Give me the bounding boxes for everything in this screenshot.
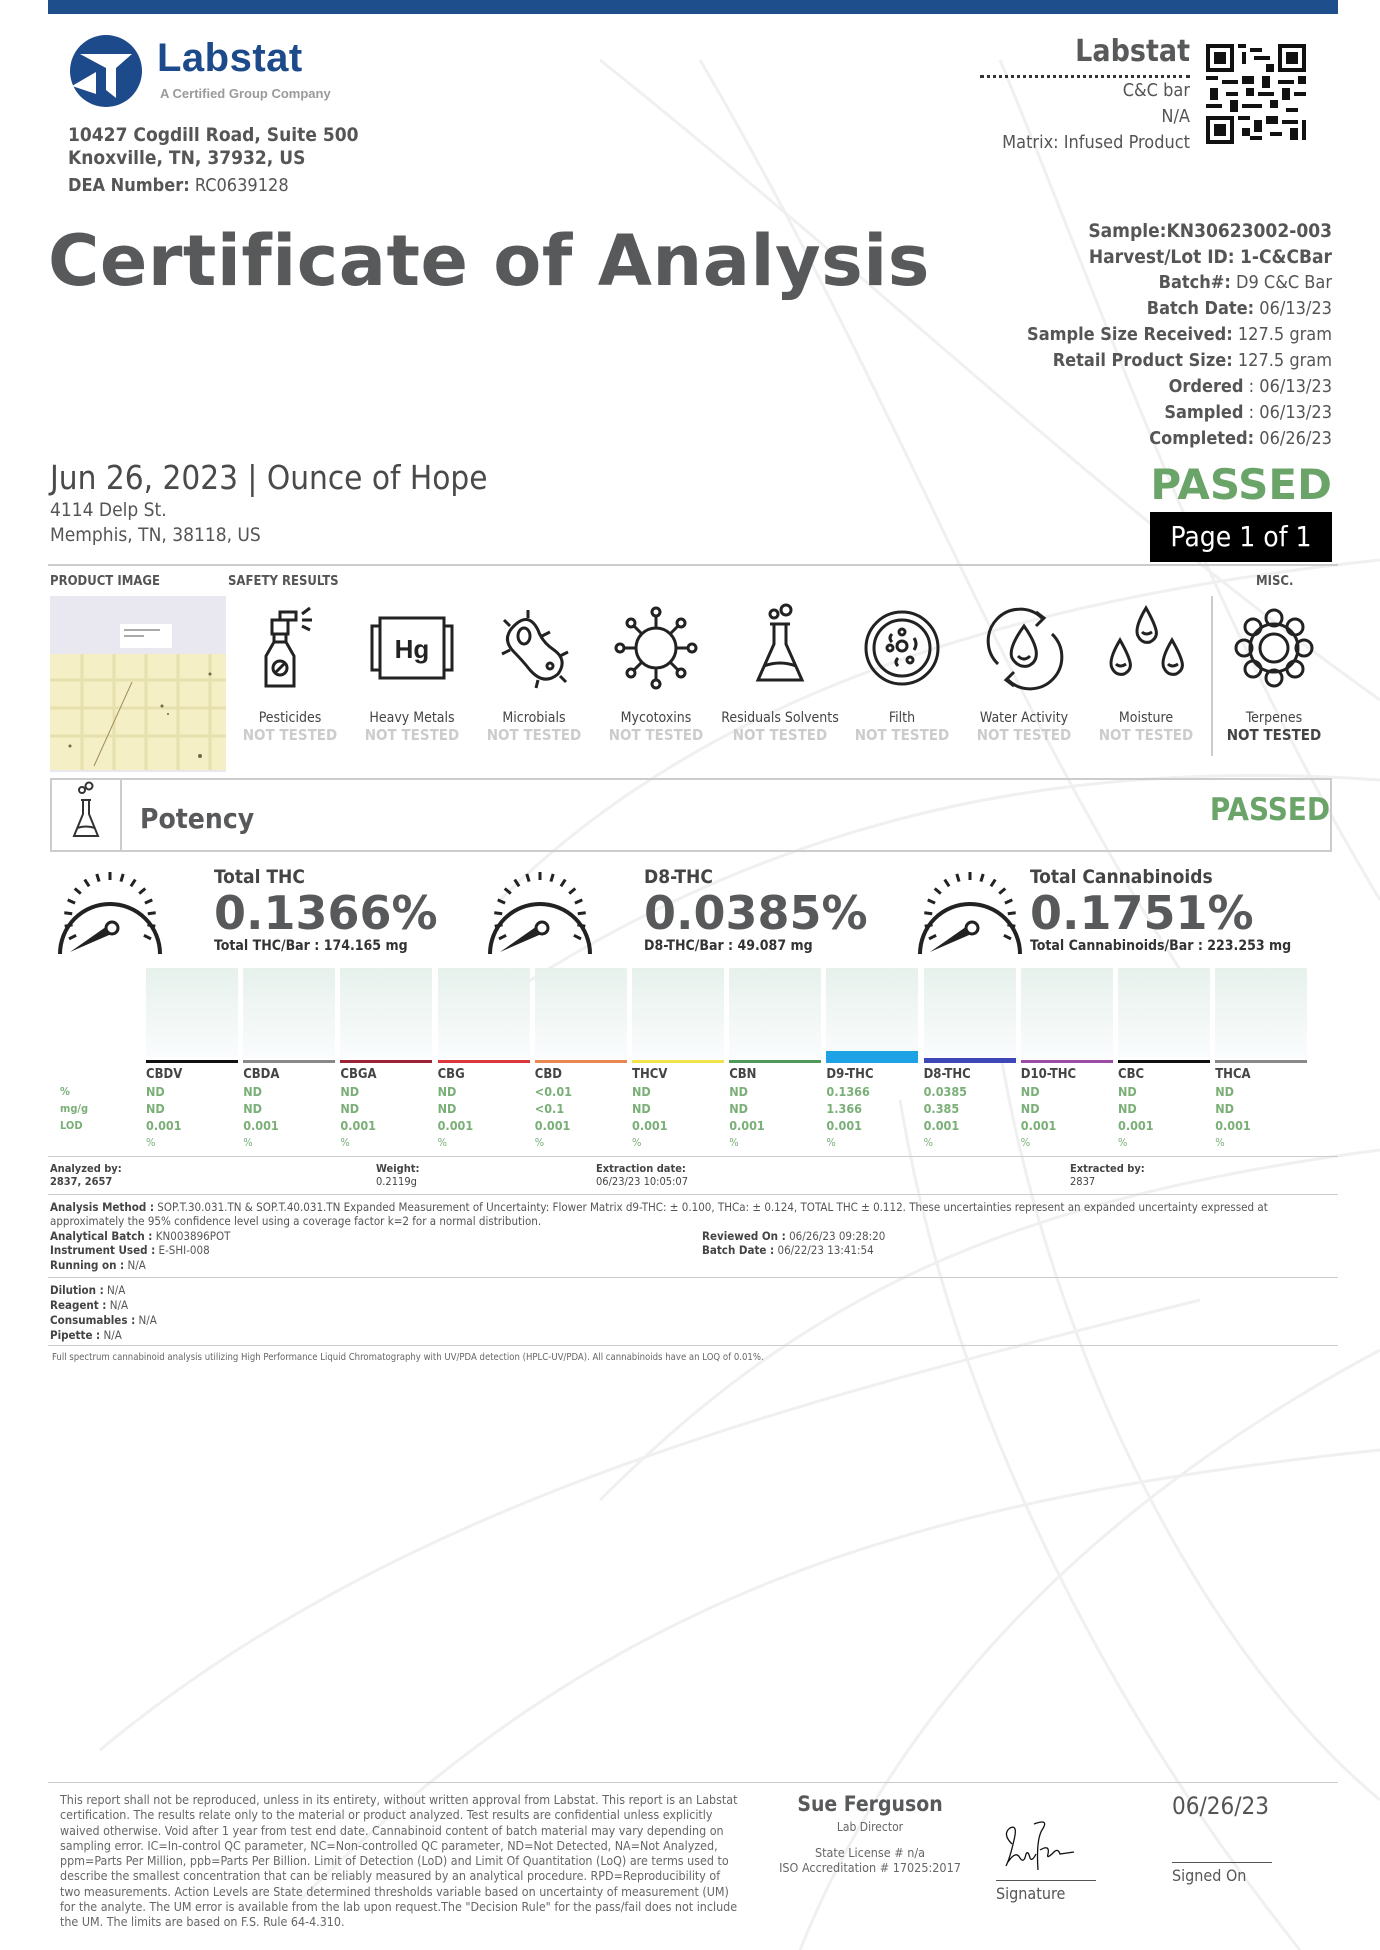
flask-icon xyxy=(50,778,122,852)
signed-on-label: Signed On xyxy=(1172,1866,1247,1885)
extracted-by-value: 2837 xyxy=(1070,1175,1096,1188)
cannabinoid-mgg: ND xyxy=(1118,1101,1137,1116)
weight-label: Weight: xyxy=(376,1162,420,1175)
cannabinoid-lod: 0.001 xyxy=(534,1118,571,1133)
signature-label: Signature xyxy=(996,1884,1066,1903)
labstat-logo-icon xyxy=(66,34,146,108)
retail-size: 127.5 gram xyxy=(1237,350,1332,371)
reviewed-on xyxy=(702,1229,885,1243)
sample-size-label: Sample Size Received: xyxy=(1027,324,1233,345)
cannabinoid-name: CBDA xyxy=(243,1067,280,1082)
cannabinoid-bar-bg xyxy=(438,968,530,1058)
cannabinoid-column xyxy=(1118,1060,1210,1151)
water-cycle-icon xyxy=(978,600,1070,692)
misc-item-name: Terpenes xyxy=(1245,710,1303,726)
safety-item-name: Pesticides xyxy=(258,710,322,726)
cannabinoid-lod: 0.001 xyxy=(729,1118,765,1133)
analyzed-by-value: 2837, 2657 xyxy=(50,1175,113,1188)
safety-item xyxy=(840,600,964,744)
cannabinoid-name: THCV xyxy=(632,1067,668,1082)
analysis-batch-date-value: 06/22/23 13:41:54 xyxy=(777,1243,874,1257)
cannabinoid-bar-bg xyxy=(1118,968,1210,1058)
potency-summary-item xyxy=(50,866,170,962)
client-date-name: Jun 26, 2023 | Ounce of Hope xyxy=(50,458,488,497)
row-label-mgg: mg/g xyxy=(60,1102,89,1115)
safety-item xyxy=(962,600,1086,744)
cannabinoid-lod: 0.001 xyxy=(1020,1118,1057,1133)
safety-item-status: NOT TESTED xyxy=(242,726,338,744)
safety-item-name: Microbials xyxy=(502,710,566,726)
cannabinoid-unit: % xyxy=(729,1136,739,1149)
cannabinoid-lod: 0.001 xyxy=(1215,1118,1251,1133)
potency-summary-item xyxy=(910,866,1030,962)
reagent-label: Reagent : xyxy=(50,1298,107,1312)
cannabinoid-percent: ND xyxy=(1020,1084,1040,1099)
potency-summary-text xyxy=(644,866,868,954)
reagent-value: N/A xyxy=(109,1298,129,1312)
cannabinoid-percent: ND xyxy=(437,1084,457,1099)
cannabinoid-level-bar xyxy=(243,1060,335,1063)
summary-label: Total THC xyxy=(214,866,305,888)
summary-label: Total Cannabinoids xyxy=(1030,866,1213,888)
extraction-date-label: Extraction date: xyxy=(596,1162,686,1175)
safety-item-status: NOT TESTED xyxy=(854,726,950,744)
divider xyxy=(48,1345,1338,1346)
cannabinoid-percent: 0.1366 xyxy=(826,1084,870,1099)
cannabinoid-lod: 0.001 xyxy=(632,1118,668,1133)
cannabinoid-mgg: ND xyxy=(340,1101,360,1116)
cannabinoid-column xyxy=(826,1051,918,1151)
cannabinoid-level-bar xyxy=(438,1060,530,1063)
weight-value: 0.2119g xyxy=(376,1175,417,1188)
analysis-method-label: Analysis Method : xyxy=(50,1200,154,1214)
client-address-line2: Memphis, TN, 38118, US xyxy=(50,524,261,546)
signer-name: Sue Ferguson xyxy=(797,1792,943,1816)
cannabinoid-mgg: <0.1 xyxy=(534,1101,565,1116)
cannabinoid-percent: ND xyxy=(632,1084,651,1099)
safety-item-status: NOT TESTED xyxy=(364,726,460,744)
handwritten-signature xyxy=(998,1814,1078,1880)
lab-logo-name: Labstat xyxy=(157,36,303,80)
safety-item-status: NOT TESTED xyxy=(1098,726,1194,744)
cannabinoid-unit: % xyxy=(340,1136,350,1149)
cannabinoid-unit: % xyxy=(146,1136,156,1149)
header-product: C&C bar xyxy=(1122,80,1190,101)
cannabinoid-percent: ND xyxy=(340,1084,360,1099)
header-matrix: Matrix: Infused Product xyxy=(1002,132,1190,153)
cannabinoid-bar-bg xyxy=(826,968,918,1058)
header-strain: N/A xyxy=(1161,106,1190,127)
running-on-label: Running on : xyxy=(50,1258,125,1272)
cannabinoid-percent: <0.01 xyxy=(534,1084,572,1099)
cannabinoid-mgg: 1.366 xyxy=(826,1101,862,1116)
cannabinoid-level-bar xyxy=(924,1058,1016,1063)
divider xyxy=(48,1194,1338,1195)
cannabinoid-column xyxy=(146,1060,238,1151)
misc-item-status: NOT TESTED xyxy=(1226,726,1322,744)
svg-text:Hg: Hg xyxy=(394,634,430,664)
analyzed-by xyxy=(50,1162,122,1188)
dilution-label: Dilution : xyxy=(50,1283,104,1297)
safety-item-name: Residuals Solvents xyxy=(721,710,839,726)
cannabinoid-unit: % xyxy=(534,1136,545,1149)
cannabinoid-lod: 0.001 xyxy=(437,1118,474,1133)
cannabinoid-unit: % xyxy=(243,1136,253,1149)
cannabinoid-name: D10-THC xyxy=(1020,1067,1077,1082)
cannabinoid-bar-bg xyxy=(924,968,1016,1058)
cannabinoid-column xyxy=(243,1060,335,1151)
instrument-used xyxy=(50,1243,210,1257)
iso-accreditation: ISO Accreditation # 17025:2017 xyxy=(779,1860,961,1875)
cannabinoid-mgg: ND xyxy=(729,1101,748,1116)
overall-status-badge: PASSED xyxy=(1150,460,1332,509)
gauge-icon xyxy=(910,866,1030,958)
product-image-heading: PRODUCT IMAGE xyxy=(50,574,160,589)
cannabinoid-column xyxy=(1021,1060,1113,1151)
summary-value: 0.0385% xyxy=(644,886,868,940)
cannabinoid-name: CBG xyxy=(437,1067,465,1082)
safety-item-name: Mycotoxins xyxy=(620,710,692,726)
safety-results-heading: SAFETY RESULTS xyxy=(228,574,339,589)
flask-icon xyxy=(734,600,826,692)
dea-value: RC0639128 xyxy=(194,175,289,196)
cannabinoid-column xyxy=(632,1060,724,1151)
safety-item-status: NOT TESTED xyxy=(976,726,1072,744)
potency-summary-text xyxy=(1030,866,1291,954)
cannabinoid-percent: ND xyxy=(1215,1084,1234,1099)
cannabinoid-percent: ND xyxy=(146,1084,165,1099)
sample-size: 127.5 gram xyxy=(1237,324,1332,345)
divider xyxy=(48,1156,1338,1157)
signature-line xyxy=(996,1880,1096,1881)
cannabinoid-mgg: ND xyxy=(1020,1101,1040,1116)
potency-icon-cell xyxy=(50,778,122,852)
sampled-label: Sampled xyxy=(1164,402,1244,423)
summary-per-bar: D8-THC/Bar : 49.087 mg xyxy=(644,938,813,954)
cannabinoid-bar-bg xyxy=(1021,968,1113,1058)
safety-item xyxy=(228,600,352,744)
state-license: State License # n/a xyxy=(814,1845,926,1860)
misc-divider xyxy=(1211,596,1213,756)
misc-heading: MISC. xyxy=(1256,574,1294,589)
flower-icon xyxy=(1228,600,1320,692)
safety-item xyxy=(1084,600,1208,744)
safety-item xyxy=(350,600,474,744)
batch-date-label: Batch Date: xyxy=(1146,298,1255,319)
cannabinoid-level-bar xyxy=(340,1060,432,1063)
retail-size-label: Retail Product Size: xyxy=(1052,350,1233,371)
summary-per-bar: Total Cannabinoids/Bar : 223.253 mg xyxy=(1030,938,1292,954)
cannabinoid-mgg: ND xyxy=(437,1101,457,1116)
cannabinoid-mgg: ND xyxy=(632,1101,651,1116)
qr-code-icon[interactable] xyxy=(1206,44,1306,144)
ordered-label: Ordered xyxy=(1168,376,1244,397)
cannabinoid-unit: % xyxy=(632,1136,642,1149)
consumables-label: Consumables : xyxy=(50,1313,136,1327)
microbe-icon xyxy=(488,600,580,692)
cannabinoid-percent: ND xyxy=(729,1084,748,1099)
potency-summary-text xyxy=(214,866,438,954)
pipette-label: Pipette : xyxy=(50,1328,101,1342)
cannabinoid-bar-bg xyxy=(535,968,627,1058)
cannabinoid-name: CBN xyxy=(729,1067,757,1082)
cannabinoid-bar-bg xyxy=(340,968,432,1058)
cannabinoid-percent: ND xyxy=(1118,1084,1137,1099)
cannabinoid-level-bar xyxy=(632,1060,724,1063)
extracted-by-label: Extracted by: xyxy=(1070,1162,1145,1175)
cannabinoid-name: THCA xyxy=(1215,1067,1251,1082)
cannabinoid-lod: 0.001 xyxy=(826,1118,862,1133)
misc-item xyxy=(1212,600,1336,744)
cannabinoid-mgg: ND xyxy=(146,1101,165,1116)
potency-title: Potency xyxy=(140,802,255,835)
cannabinoid-unit: % xyxy=(923,1136,933,1149)
analysis-method xyxy=(50,1200,1340,1228)
safety-item-status: NOT TESTED xyxy=(608,726,704,744)
cannabinoid-bar-bg xyxy=(146,968,238,1058)
analytical-batch-label: Analytical Batch : xyxy=(50,1229,153,1243)
sample-metadata xyxy=(1027,218,1332,452)
potency-summary-item xyxy=(480,866,600,962)
signed-date: 06/26/23 xyxy=(1172,1792,1269,1820)
document-title: Certificate of Analysis xyxy=(48,220,930,302)
analytical-batch-value: KN003896POT xyxy=(155,1229,231,1243)
chocolate-bar-photo xyxy=(50,596,226,772)
product-image[interactable] xyxy=(50,596,226,772)
cannabinoid-lod: 0.001 xyxy=(340,1118,376,1133)
summary-value: 0.1751% xyxy=(1030,886,1254,940)
completed-date: 06/26/23 xyxy=(1259,428,1332,449)
cannabinoid-column xyxy=(924,1058,1016,1151)
summary-label: D8-THC xyxy=(644,866,713,888)
reviewed-on-label: Reviewed On : xyxy=(702,1229,786,1243)
cannabinoid-percent: 0.0385 xyxy=(923,1084,967,1099)
cannabinoid-name: CBD xyxy=(534,1067,563,1082)
cannabinoid-level-bar xyxy=(826,1051,918,1063)
lab-address xyxy=(68,124,359,170)
cannabinoid-column xyxy=(729,1060,821,1151)
consumables xyxy=(50,1313,157,1327)
cannabinoid-column xyxy=(535,1060,627,1151)
cannabinoid-lod: 0.001 xyxy=(243,1118,279,1133)
top-brand-bar xyxy=(48,0,1338,14)
cannabinoid-level-bar xyxy=(1021,1060,1113,1063)
ordered-date: : 06/13/23 xyxy=(1248,376,1332,397)
reviewed-on-value: 06/26/23 09:28:20 xyxy=(789,1229,886,1243)
cannabinoid-name: CBC xyxy=(1118,1067,1145,1082)
client-address-line1: 4114 Delp St. xyxy=(50,499,167,521)
gauge-icon xyxy=(50,866,170,958)
instrument-value: E-SHI-008 xyxy=(158,1243,210,1257)
cannabinoid-percent: ND xyxy=(243,1084,262,1099)
divider xyxy=(48,564,1338,566)
batch-date: 06/13/23 xyxy=(1259,298,1332,319)
cannabinoid-mgg: 0.385 xyxy=(923,1101,960,1116)
row-label-percent: % xyxy=(60,1085,70,1098)
cannabinoid-mgg: ND xyxy=(243,1101,262,1116)
sampled-date: : 06/13/23 xyxy=(1248,402,1332,423)
petri-dish-icon xyxy=(856,600,948,692)
cannabinoid-level-bar xyxy=(535,1060,627,1063)
cannabinoid-bar-bg xyxy=(243,968,335,1058)
cannabinoid-unit: % xyxy=(1215,1136,1225,1149)
spray-bottle-icon xyxy=(244,600,336,692)
page-indicator: Page 1 of 1 xyxy=(1150,512,1332,562)
weight xyxy=(376,1162,419,1188)
cannabinoid-unit: % xyxy=(437,1136,447,1149)
cannabinoid-level-bar xyxy=(1118,1060,1210,1063)
safety-item-name: Moisture xyxy=(1118,710,1174,726)
lot-label: Harvest/Lot ID: xyxy=(1088,246,1235,268)
consumables-value: N/A xyxy=(138,1313,157,1327)
analysis-batch-date xyxy=(702,1243,874,1257)
running-on-value: N/A xyxy=(127,1258,146,1272)
safety-item xyxy=(718,600,842,744)
potency-status: PASSED xyxy=(1209,792,1330,828)
signed-on-line xyxy=(1172,1862,1272,1863)
safety-item-name: Water Activity xyxy=(979,710,1069,726)
dea-number xyxy=(68,175,289,196)
summary-value: 0.1366% xyxy=(214,886,438,940)
extraction-date-value: 06/23/23 10:05:07 xyxy=(596,1175,689,1188)
cannabinoid-level-bar xyxy=(729,1060,821,1063)
header-lab-name: Labstat xyxy=(1075,34,1190,69)
lab-address-line1: 10427 Cogdill Road, Suite 500 xyxy=(68,124,359,146)
instrument-label: Instrument Used : xyxy=(50,1243,156,1257)
cannabinoid-unit: % xyxy=(1118,1136,1128,1149)
cannabinoid-column xyxy=(340,1060,432,1151)
signer-role: Lab Director xyxy=(836,1820,904,1834)
pipette-value: N/A xyxy=(103,1328,122,1342)
cannabinoid-lod: 0.001 xyxy=(1118,1118,1154,1133)
lab-address-line2: Knoxville, TN, 37932, US xyxy=(68,147,306,169)
safety-item xyxy=(594,600,718,744)
batch-value: D9 C&C Bar xyxy=(1236,272,1332,293)
sample-id: KN30623002-003 xyxy=(1166,220,1332,242)
cannabinoid-bar-bg xyxy=(632,968,724,1058)
cannabinoid-name: CBDV xyxy=(146,1067,183,1082)
pipette xyxy=(50,1328,122,1342)
safety-item-status: NOT TESTED xyxy=(486,726,582,744)
safety-item-name: Heavy Metals xyxy=(369,710,455,726)
running-on xyxy=(50,1258,146,1272)
lot-id: 1-C&CBar xyxy=(1240,246,1332,268)
cannabinoid-lod: 0.001 xyxy=(923,1118,960,1133)
cannabinoid-bar-bg xyxy=(729,968,821,1058)
analytical-batch xyxy=(50,1229,230,1243)
virus-icon xyxy=(610,600,702,692)
analysis-method-value: SOP.T.30.031.TN & SOP.T.40.031.TN Expanded Measurement of Uncertainty: Flower Matrix d9-THC: ± 0.100, THCa: ± 0.124, TOTAL THC ± 0.112. These uncertainties represent an expanded uncertainty expressed at approximately the 95% confidence level using a coverage factor k=2 for a normal distribution. xyxy=(50,1200,1268,1228)
method-note: Full spectrum cannabinoid analysis utilizing High Performance Liquid Chromatography with UV/PDA detection (HPLC-UV/PDA). All cannabinoids have an LOQ of 0.01%. xyxy=(52,1352,764,1363)
summary-per-bar: Total THC/Bar : 174.165 mg xyxy=(214,938,408,954)
cannabinoid-unit: % xyxy=(1020,1136,1031,1149)
reagent xyxy=(50,1298,128,1312)
cannabinoid-name: D8-THC xyxy=(923,1067,971,1082)
lab-tagline: A Certified Group Company xyxy=(160,86,331,101)
footer-divider xyxy=(48,1782,1338,1783)
cannabinoid-level-bar xyxy=(146,1060,238,1063)
safety-item-status: NOT TESTED xyxy=(732,726,828,744)
dilution xyxy=(50,1283,125,1297)
cannabinoid-mgg: ND xyxy=(1215,1101,1234,1116)
droplets-icon xyxy=(1100,600,1192,692)
dilution-value: N/A xyxy=(107,1283,126,1297)
safety-item-name: Filth xyxy=(888,710,916,726)
sample-label: Sample: xyxy=(1088,220,1167,242)
completed-label: Completed: xyxy=(1149,428,1255,449)
analyzed-by-label: Analyzed by: xyxy=(50,1162,122,1175)
batch-label: Batch#: xyxy=(1158,272,1231,293)
cannabinoid-column xyxy=(438,1060,530,1151)
cannabinoid-unit: % xyxy=(826,1136,836,1149)
analysis-batch-date-label: Batch Date : xyxy=(702,1243,775,1257)
dea-label: DEA Number: xyxy=(68,175,190,196)
extracted-by xyxy=(1070,1162,1145,1188)
cannabinoid-name: D9-THC xyxy=(826,1067,874,1082)
header-product-info xyxy=(980,34,1190,156)
client-address xyxy=(50,498,261,548)
signer-license xyxy=(760,1845,980,1875)
extraction-date xyxy=(596,1162,688,1188)
cannabinoid-column xyxy=(1215,1060,1307,1151)
cannabinoid-bar-bg xyxy=(1215,968,1307,1058)
row-label-lod: LOD xyxy=(60,1119,83,1132)
cannabinoid-lod: 0.001 xyxy=(146,1118,182,1133)
cannabinoid-level-bar xyxy=(1215,1060,1307,1063)
cannabinoid-name: CBGA xyxy=(340,1067,377,1082)
divider xyxy=(48,1277,1338,1278)
hg-element-icon xyxy=(366,600,458,692)
gauge-icon xyxy=(480,866,600,958)
disclaimer: This report shall not be reproduced, unless in its entirety, without written approval from Labstat. This report is an Labstat certification. The results relate only to the material or product analyzed. Test results are confidential unless explicitly waived otherwise. Void after 1 year from test end date. Cannabinoid content of batch material may vary depending on sampling error. IC=In-control QC parameter, NC=Non-controlled QC parameter, ND=Not Detected, NA=Not Analyzed, ppm=Parts Per Million, ppb=Parts Per Billion. Limit of Detection (LoD) and Limit Of Quantitation (LoQ) are terms used to describe the smallest concentration that can be reliably measured by an analytical procedure. RPD=Reproducibility of two measurements. Action Levels are State determined thresholds variable based on uncertainty of measurement (UM) for the analyte. The UM error is available from the lab upon request.The "Decision Rule" for the pass/fail does not include the UM. The limits are based on F.S. Rule 64-4.310. xyxy=(60,1792,738,1930)
safety-item xyxy=(472,600,596,744)
